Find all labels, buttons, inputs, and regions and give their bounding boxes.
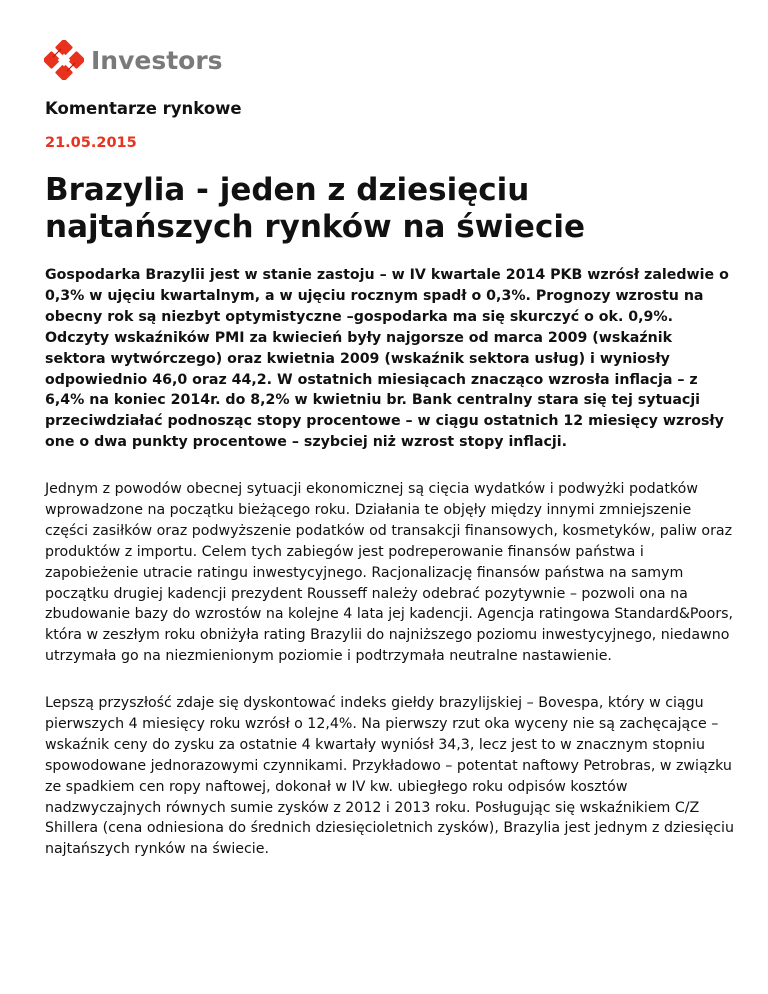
article-paragraph: Jednym z powodów obecnej sytuacji ekonomicznej są cięcia wydatków i podwyżki podatków wprowadzone na początku bieżącego roku. Działania te objęły między innymi zmniejszenie części zasiłków oraz podwyższenie podatków od transakcji finansowych, kosmetyków, paliw oraz produktów z importu. Celem tych zabiegów jest podreperowanie finansów państwa i zapobieżenie utracie ratingu inwestycyjnego. Racjonalizację finansów państwa na samym początku drugiej kadencji prezydent Rousseff należy odebrać pozytywnie – pozwoli ona na zbudowanie bazy do wzrostów na kolejne 4 lata jej kadencji. Agencja ratingowa Standard&Poors, która w zeszłym roku obniżyła rating Brazylii do najniższego poziomu inwestycyjnego, niedawno utrzymała go na niezmienionym poziomie i podtrzymała neutralne nastawienie. <box>45 481 734 665</box>
publish-date: 21.05.2015 <box>45 135 137 151</box>
section-title: Komentarze rynkowe <box>45 99 242 118</box>
brand-name: Investors <box>91 45 223 75</box>
brand-logo[interactable] <box>44 40 223 80</box>
article-lead: Gospodarka Brazylii jest w stanie zastoju – w IV kwartale 2014 PKB wzrósł zaledwie o 0,3% w ujęciu kwartalnym, a w ujęciu rocznym spadł o 0,3%. Prognozy wzrostu na obecny rok są niezbyt optymistyczne –gospodarka ma się skurczyć o ok. 0,9%. Odczyty wskaźników PMI za kwiecień były najgorsze od marca 2009 (wskaźnik sektora wytwórczego) oraz kwietnia 2009 (wskaźnik sektora usług) i wyniosły odpowiednio 46,0 oraz 44,2. W ostatnich miesiącach znacząco wzrosła inflacja – z 6,4% na koniec 2014r. do 8,2% w kwietniu br. Bank centralny stara się tej sytuacji przeciwdziałać podnosząc stopy procentowe – w ciągu ostatnich 12 miesięcy wzrosły one o dwa punkty procentowe – szybciej niż wzrost stopy inflacji. <box>45 267 729 451</box>
article-paragraph: Lepszą przyszłość zdaje się dyskontować indeks giełdy brazylijskiej – Bovespa, który w ciągu pierwszych 4 miesięcy roku wzrósł o 12,4%. Na pierwszy rzut oka wyceny nie są zachęcające – wskaźnik ceny do zysku za ostatnie 4 kwartały wyniósł 34,3, lecz jest to w znacznym stopniu spowodowane jednorazowymi czynnikami. Przykładowo – potentat naftowy Petrobras, w związku ze spadkiem cen ropy naftowej, dokonał w IV kw. ubiegłego roku odpisów kosztów nadzwyczajnych równych sumie zysków z 2012 i 2013 roku. Posługując się wskaźnikiem C/Z Shillera (cena odniesiona do średnich dziesięcioletnich zysków), Brazylia jest jednym z dziesięciu najtańszych rynków na świecie. <box>45 695 734 858</box>
investors-logo-icon <box>44 40 84 80</box>
article-headline: Brazylia - jeden z dziesięciu najtańszych rynków na świecie <box>45 172 585 245</box>
